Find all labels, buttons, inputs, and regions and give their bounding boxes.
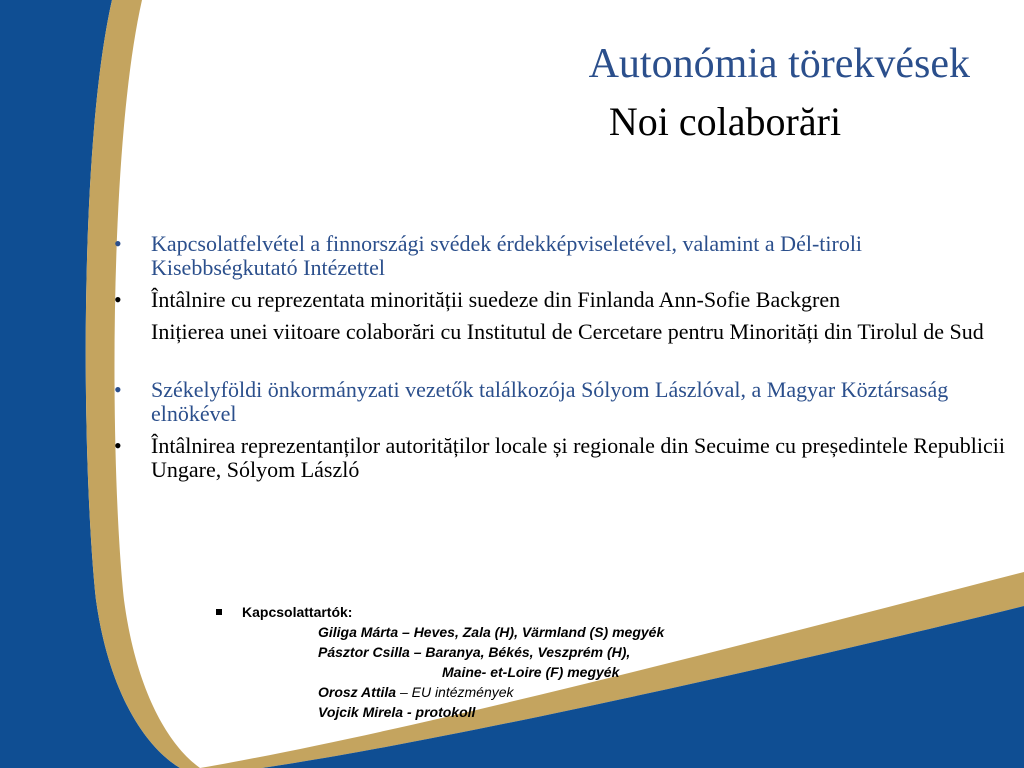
contact-line: Giliga Márta – Heves, Zala (H), Värmland (S) megyék <box>318 624 665 640</box>
contact-line: Pásztor Csilla – Baranya, Békés, Veszprém (H), <box>318 644 631 660</box>
bullet-dot: • <box>114 433 122 458</box>
bullet-item <box>108 288 1008 312</box>
bullet-text: Székelyföldi önkormányzati vezetők találkozója Sólyom Lászlóval, a Magyar Köztársaság elnökével <box>151 377 949 426</box>
title-subtitle: Noi colaborări <box>608 99 842 144</box>
contacts-heading: Kapcsolattartók: <box>214 602 914 622</box>
contact-line <box>214 682 914 702</box>
bullet-text: Kapcsolatfelvétel a finnországi svédek érdekképviseletével, valamint a Dél-tiroli Kisebbségkutató Intézettel <box>151 231 863 280</box>
bullet-item <box>108 378 1008 426</box>
bullet-text: Inițierea unei viitoare colaborări cu Institutul de Cercetare pentru Minorități din Tirolul de Sud <box>151 319 984 344</box>
bullet-dot: • <box>114 287 122 312</box>
bullet-dot: • <box>114 377 122 402</box>
bullet-text: Întâlnire cu reprezentata minorității suedeze din Finlanda Ann-Sofie Backgren <box>151 287 841 312</box>
bullet-item <box>108 434 1008 482</box>
bullet-item <box>108 232 1008 280</box>
bullet-text: Întâlnirea reprezentanților autorităților locale și regionale din Secuime cu președintele Republicii Ungare, Sólyom László <box>151 433 1005 482</box>
contacts-block <box>214 602 914 722</box>
bullet-continuation <box>108 320 1008 344</box>
contact-line: Vojcik Mirela - protokoll <box>318 704 476 720</box>
contact-role: – EU intézmények <box>399 684 514 700</box>
title-main: Autonómia törekvések <box>588 41 970 87</box>
slide-title <box>380 40 970 88</box>
square-bullet-icon <box>216 609 222 615</box>
contact-name: Orosz Attila <box>318 684 397 700</box>
bullet-list <box>108 232 1008 482</box>
bullet-dot: • <box>114 231 122 256</box>
contact-line: Maine- et-Loire (F) megyék <box>442 664 620 680</box>
